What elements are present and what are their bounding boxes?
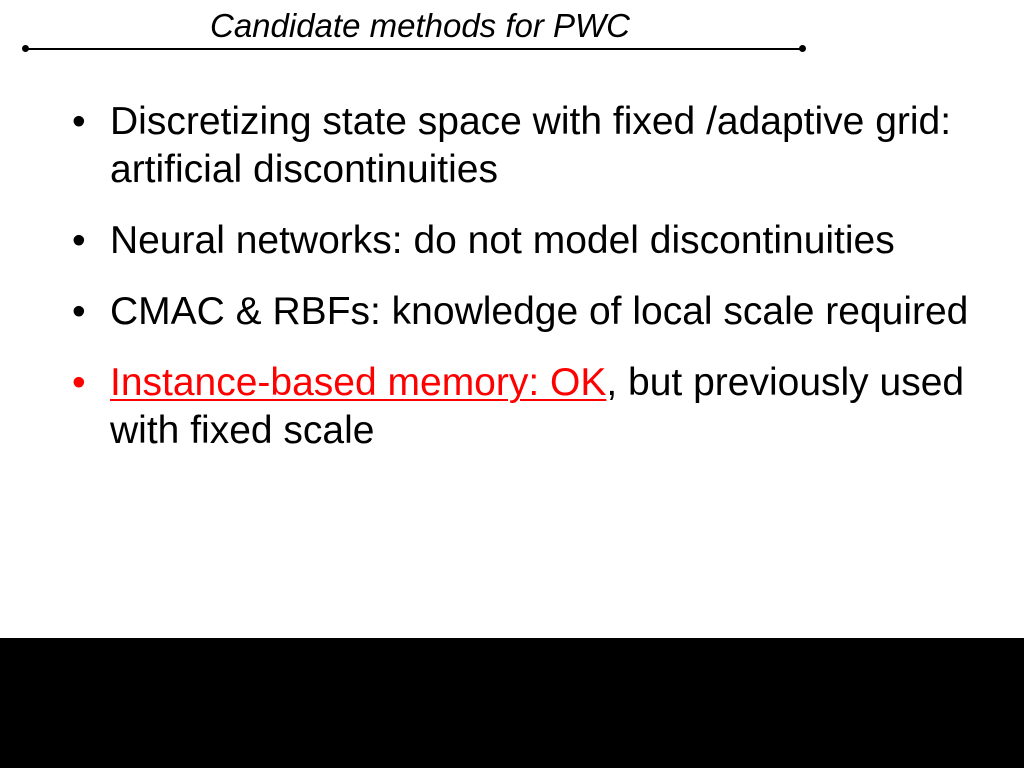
bullet-text: , but previously used with fixed scale: [110, 361, 965, 452]
bullet-text: Neural networks: do not model discontinuities: [110, 219, 895, 262]
bullet-list: [72, 98, 972, 478]
bullet-marker: •: [72, 219, 86, 262]
title-divider: [26, 48, 804, 50]
bullet-item: [72, 288, 972, 336]
divider-left-dot: [22, 45, 29, 52]
bullet-text: CMAC & RBFs: knowledge of local scale required: [110, 290, 969, 333]
instance-based-memory-link[interactable]: Instance-based memory: OK: [110, 361, 607, 404]
slide-title: Candidate methods for PWC: [209, 7, 631, 44]
bullet-text: Discretizing state space with fixed /adaptive grid: artificial discontinuities: [110, 100, 952, 191]
divider-right-dot: [799, 45, 806, 52]
bullet-item: [72, 359, 972, 455]
bullet-item: [72, 217, 972, 265]
footer-bar: [0, 638, 1024, 768]
bullet-item: [72, 98, 972, 194]
bullet-marker: •: [72, 100, 86, 143]
bullet-marker: •: [72, 290, 86, 333]
bullet-marker: •: [72, 361, 86, 404]
